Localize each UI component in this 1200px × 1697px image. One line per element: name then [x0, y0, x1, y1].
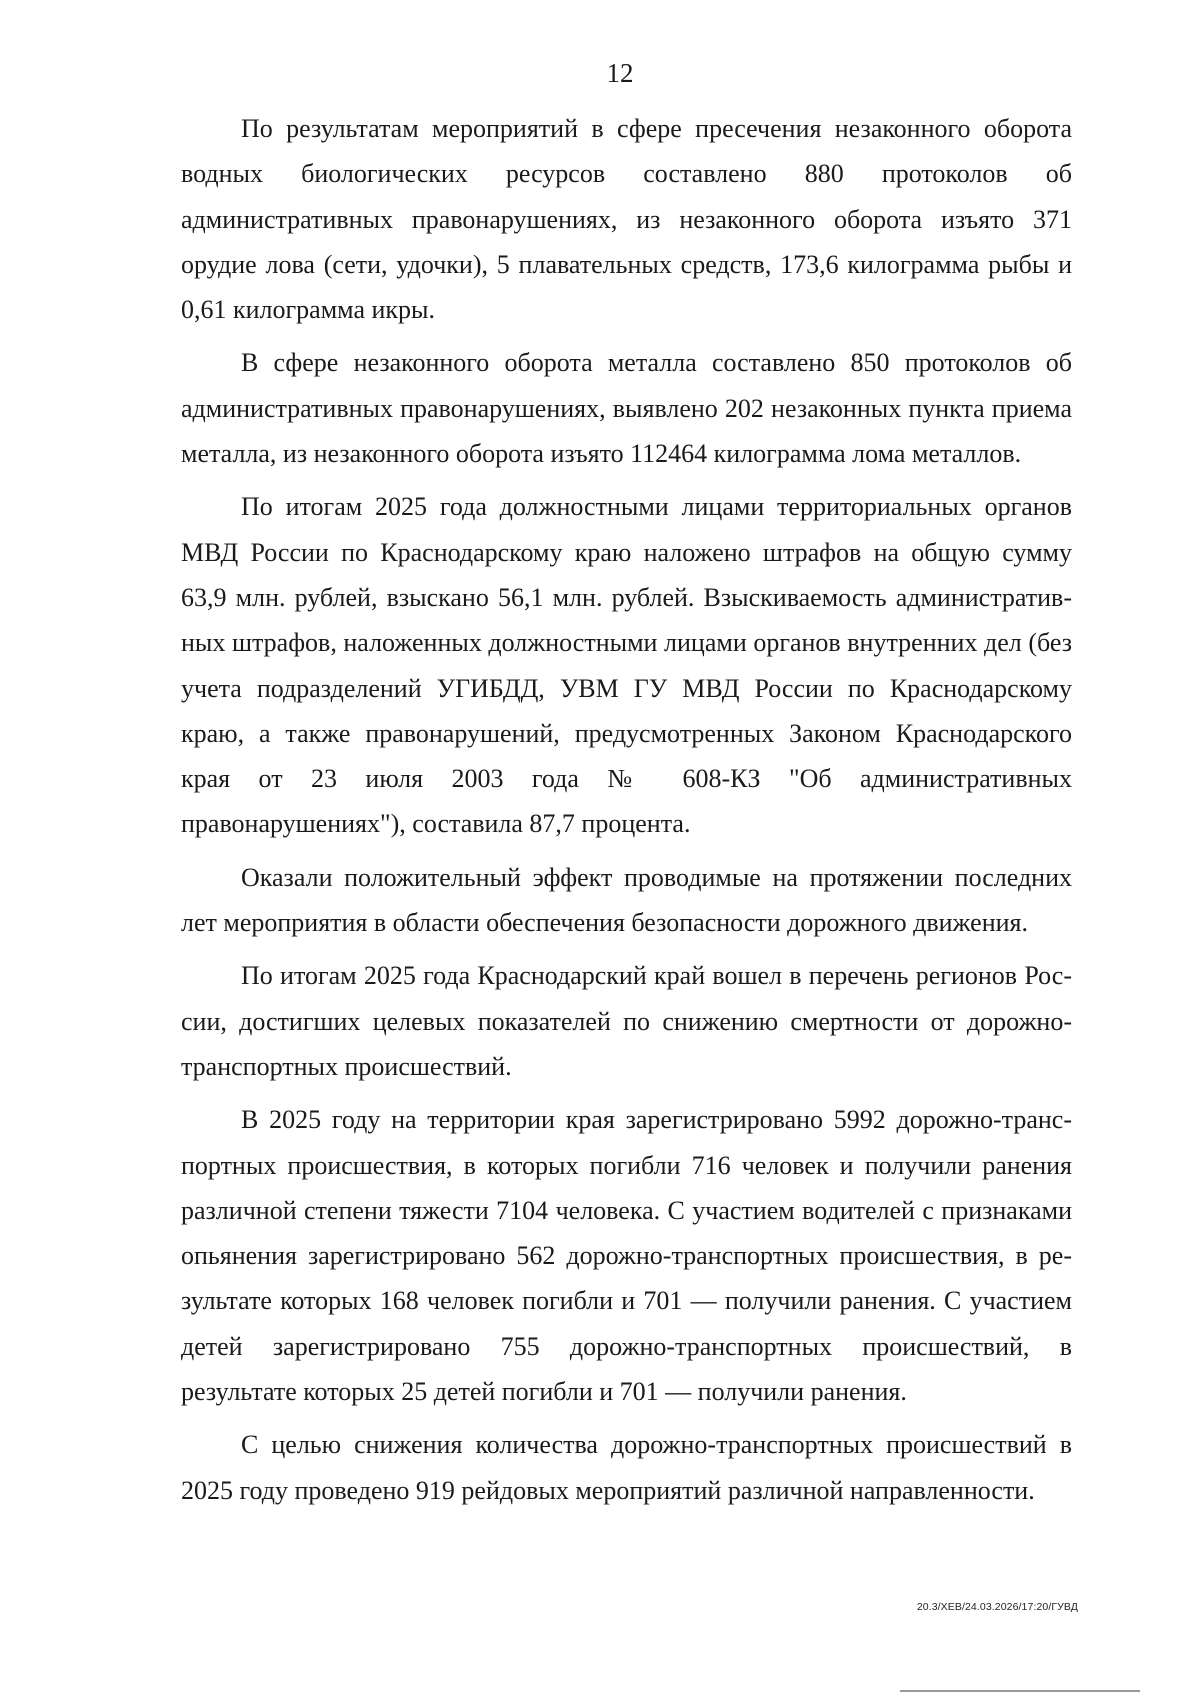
paragraph-aquatic-resources: По результатам мероприятий в сфере пресечения незаконного оборота водных биологических ресурсов составлено 880 протоколов об административных правонарушениях, из незаконного оборота изъято 371 орудие лова (сети, удочки), 5 плавательных средств, 173,6 килограмма рыбы и 0,61 килограмма икры. [181, 114, 1072, 325]
paragraph-target-indicators: По итогам 2025 года Краснодарский край вошел в перечень регионов России, достигших целевых показателей по снижению смертности от дорожно-транспортных происшествий. [181, 961, 1072, 1081]
paragraph-metal-turnover: В сфере незаконного оборота металла составлено 850 протоколов об административных правонарушениях, выявлено 202 незаконных пункта приема металла, из незаконного оборота изъято 112464 килограмма лома металлов. [181, 348, 1072, 469]
page-number: 12 [606, 58, 634, 88]
registration-stamp: 20.3/ХЕВ/24.03.2026/17:20/ГУВД [916, 1601, 1078, 1613]
paragraph-fines: По итогам 2025 года должностными лицами территориальных органов МВД России по Краснодарскому краю наложено штрафов на общую сумму 63,9 млн. рублей, взыскано 56,1 млн. рублей. Взыскиваемость административных штрафов, наложенных должностными лицами органов внутренних дел (без учета подразделений УГИБДД, УВМ ГУ МВД России по Краснодарскому краю, а также правонарушений, предусмотренных Законом Краснодарского края от 23 июля 2003 года № 608-КЗ "Об административных правонарушениях"), составила 87,7 процента. [181, 492, 1072, 839]
document-body [181, 106, 1072, 1521]
paragraph-raids: С целью снижения количества дорожно-транспортных происшествий в 2025 году проведено 919 рейдовых мероприятий различной направленности. [181, 1430, 1072, 1505]
scan-edge-line [900, 1690, 1140, 1692]
paragraph-road-safety-effect: Оказали положительный эффект проводимые на протяжении последних лет мероприятия в области обеспечения безопасности дорожного движения. [181, 862, 1072, 938]
paragraph-accident-statistics: В 2025 году на территории края зарегистрировано 5992 дорожно-транспортных происшествия, в которых погибли 716 человек и получили ранения различной степени тяжести 7104 человека. С участием водителей с признаками опьянения зарегистрировано 562 дорожно-транспортных происшествия, в результате которых 168 человек погибли и 701 — получили ранения. С участием детей зарегистрировано 755 дорожно-транспортных происшествий, в результате которых 25 детей погибли и 701 — получили ранения. [181, 1105, 1072, 1407]
